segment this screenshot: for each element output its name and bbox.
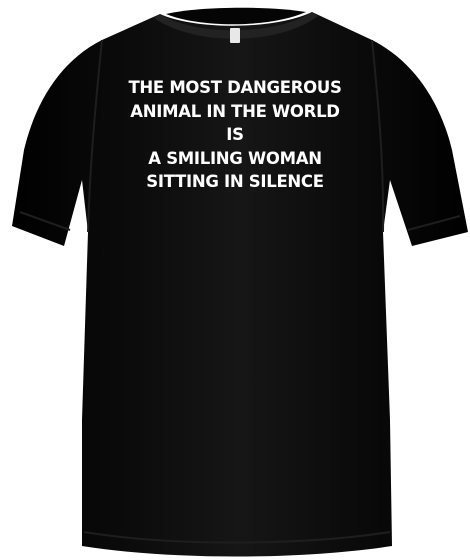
print-line-3: IS	[226, 125, 244, 144]
shirt-print-text	[105, 76, 365, 194]
print-line-4: A SMILING WOMAN	[148, 148, 322, 168]
print-line-1: THE MOST DANGEROUS	[128, 78, 342, 97]
neck-tag	[230, 28, 240, 43]
print-line-5: SITTING IN SILENCE	[146, 172, 324, 191]
print-line-2: ANIMAL IN THE WORLD	[130, 101, 340, 121]
